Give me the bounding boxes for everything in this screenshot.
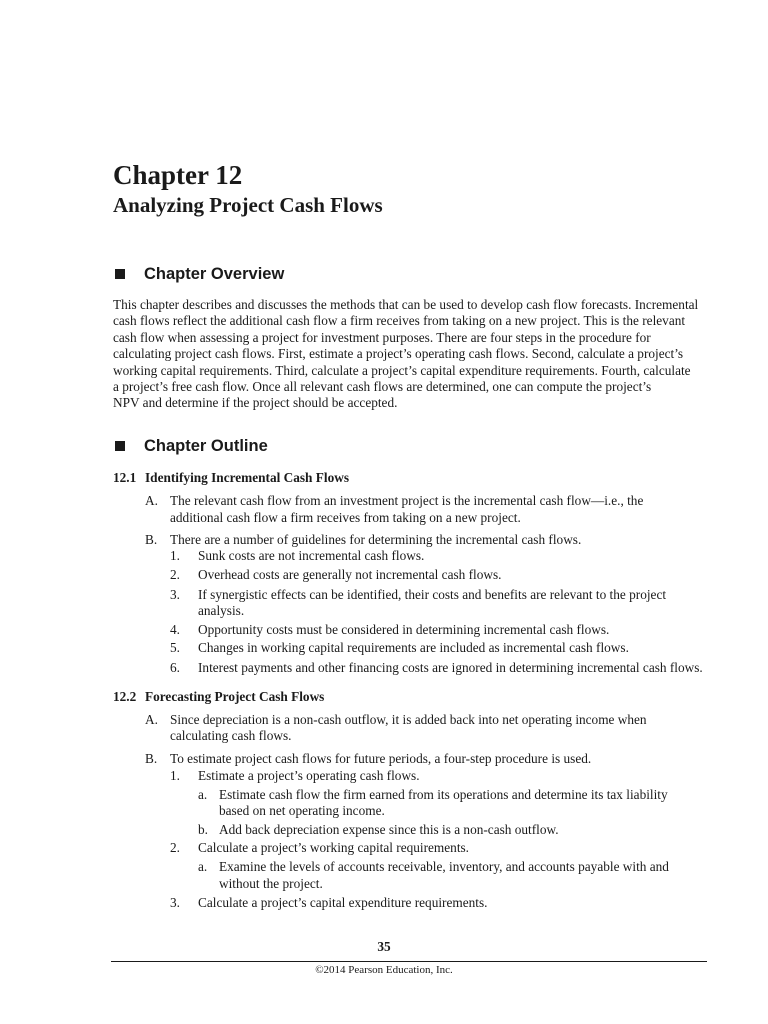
outline-item-text: additional cash flow a firm receives from taking on a new project. <box>170 510 521 525</box>
list-item-marker: 4. <box>170 622 180 637</box>
outline-item-text: To estimate project cash flows for future periods, a four-step procedure is used. <box>170 751 592 766</box>
outline-heading-text: Chapter Outline <box>144 437 268 455</box>
section-title: Identifying Incremental Cash Flows <box>145 470 350 485</box>
sublist-item-marker: a. <box>198 787 208 802</box>
square-bullet-icon <box>115 441 125 451</box>
list-item-marker: 2. <box>170 567 180 582</box>
list-item-text: If synergistic effects can be identified, their costs and benefits are relevant to the project <box>198 587 667 602</box>
list-item-marker: 3. <box>170 587 180 602</box>
sublist-item-text: Add back depreciation expense since this is a non-cash outflow. <box>219 822 559 837</box>
list-item-text: Sunk costs are not incremental cash flows. <box>198 548 425 563</box>
outline-item-marker: B. <box>145 532 158 547</box>
section-number: 12.1 <box>113 470 137 485</box>
sublist-item-marker: b. <box>198 822 208 837</box>
outline-item-marker: A. <box>145 712 158 727</box>
overview-line: NPV and determine if the project should be accepted. <box>113 395 398 411</box>
section-number: 12.2 <box>113 689 137 704</box>
overview-paragraph <box>113 297 703 412</box>
outline-item-marker: A. <box>145 493 158 508</box>
chapter-title: Analyzing Project Cash Flows <box>113 193 383 217</box>
overview-heading-text: Chapter Overview <box>144 265 285 283</box>
section-12-1-heading <box>113 470 349 486</box>
page-number: 35 <box>377 939 391 954</box>
sublist-item-text: Examine the levels of accounts receivable, inventory, and accounts payable with and <box>219 859 669 874</box>
list-item-text: Opportunity costs must be considered in determining incremental cash flows. <box>198 622 610 637</box>
outline-item-marker: B. <box>145 751 158 766</box>
section-title: Forecasting Project Cash Flows <box>145 689 325 704</box>
list-item-marker: 2. <box>170 840 180 855</box>
outline-item-text: The relevant cash flow from an investment project is the incremental cash flow—i.e., the <box>170 493 644 508</box>
outline-item-text: Since depreciation is a non-cash outflow, it is added back into net operating income when <box>170 712 647 727</box>
list-item-text: Calculate a project’s working capital requirements. <box>198 840 470 855</box>
section-12-2-heading <box>113 689 324 705</box>
list-item-text: Overhead costs are generally not incremental cash flows. <box>198 567 502 582</box>
square-bullet-icon <box>115 269 125 279</box>
list-item-marker: 1. <box>170 768 180 783</box>
overview-line: calculating project cash flows. First, estimate a project’s operating cash flows. Second, calculate a project’s <box>113 346 684 362</box>
list-item-text: Calculate a project’s capital expenditure requirements. <box>198 895 488 910</box>
overview-line: This chapter describes and discusses the methods that can be used to develop cash flow forecasts. Incremental <box>113 297 699 312</box>
list-item-marker: 1. <box>170 548 180 563</box>
list-item-marker: 3. <box>170 895 180 910</box>
list-item-text: analysis. <box>198 603 245 618</box>
chapter-number: Chapter 12 <box>113 160 243 190</box>
list-item-text: Interest payments and other financing costs are ignored in determining incremental cash flows. <box>198 660 703 675</box>
sublist-item-text: Estimate cash flow the firm earned from its operations and determine its tax liability <box>219 787 668 802</box>
sublist-item-text: without the project. <box>219 876 323 891</box>
overview-line: a project’s free cash flow. Once all relevant cash flows are determined, one can compute the project’s <box>113 378 652 394</box>
list-item-text: Estimate a project’s operating cash flows. <box>198 768 420 783</box>
outline-item-text: calculating cash flows. <box>170 728 292 743</box>
overview-heading <box>113 264 284 284</box>
overview-line: cash flows reflect the additional cash flow a firm receives from taking on a new project. This is the relevant <box>113 313 686 329</box>
sublist-item-marker: a. <box>198 859 208 874</box>
list-item-marker: 5. <box>170 640 180 655</box>
copyright-notice: ©2014 Pearson Education, Inc. <box>315 964 453 976</box>
overview-line: cash flow when assessing a project for investment purposes. There are four steps in the procedure for <box>113 329 651 345</box>
outline-item-text: There are a number of guidelines for determining the incremental cash flows. <box>170 532 582 547</box>
sublist-item-text: based on net operating income. <box>219 803 385 818</box>
list-item-text: Changes in working capital requirements are included as incremental cash flows. <box>198 640 629 655</box>
list-item-marker: 6. <box>170 660 180 675</box>
overview-line: working capital requirements. Third, calculate a project’s capital expenditure requirements. Fourth, calculate <box>113 362 691 378</box>
footer-divider <box>111 961 707 962</box>
outline-heading <box>113 436 268 456</box>
